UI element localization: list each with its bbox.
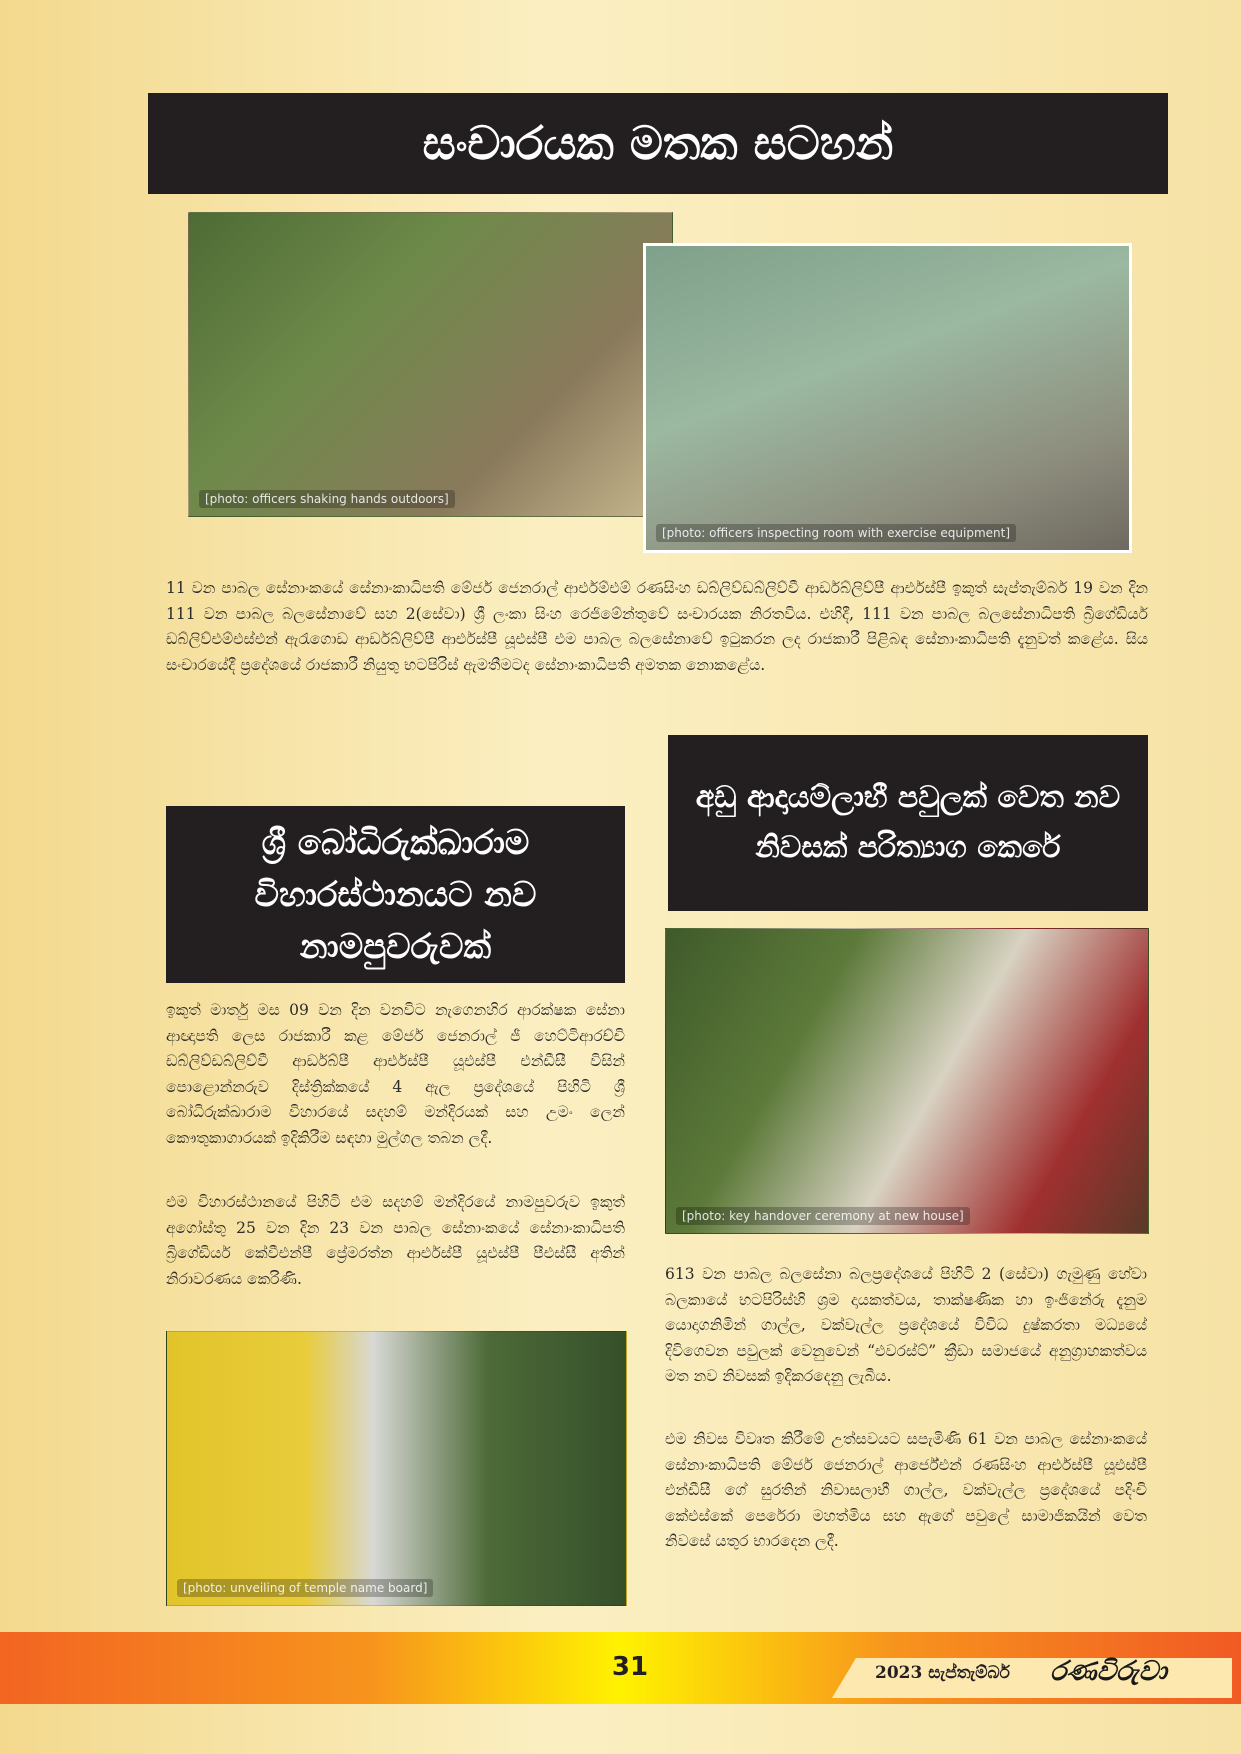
photo-gym-visit (643, 243, 1132, 553)
photo-gym-visit-label: [photo: officers inspecting room with exercise equipment] (656, 524, 1016, 542)
issue-date: 2023 සැප්තැම්බර් (875, 1663, 1010, 1683)
temple-paragraph-1: ඉකුත් මාර්තු මස 09 වන දින වනවිට නැගෙනහිර ආරක්ෂක සේනා ආඥාපති ලෙස රාජකාරී කළ මේජර් ජෙනරාල් ජී හෙට්ටිආරච්චි ඩබ්ලිව්ඩබ්ලිව්වී ආර්ඩබ්පී ආර්එස්පී යූඑස්පී එන්ඩීසී විසින් පොළොන්නරුව දිස්ත්‍රික්කයේ 4 ඇල ප්‍රදේශයේ පිහිටි ශ්‍රී බෝධිරුක්ඛාරාම විහාරයේ සදහම් මන්දිරයක් සහ උමං ලෙන් කෞතුකාගාරයක් ඉදිකිරීම සඳහා මුල්ගල තබන ලදී. (166, 1001, 625, 1147)
photo-nameboard-label: [photo: unveiling of temple name board] (177, 1579, 433, 1597)
temple-paragraph-2: එම විහාරස්ථානයේ පිහිටි එම සදහම් මන්දිරයේ නාමපුවරුව ඉකුත් අගෝස්තු 25 වන දින 23 වන පාබල සේනාංකයේ සේනාංකාධිපති බ්‍රිගේඩියර් කේවීඑන්පී ප්‍රේමරත්න ආර්එස්පී යූඑස්පී පීඑස්සී අතින් නිරාවරණය කෙරිණි. (166, 1193, 625, 1288)
photo-house-handover (665, 928, 1149, 1234)
house-paragraph-1: 613 වන පාබල බලසේනා බලප්‍රදේශයේ පිහිටි 2 (සේවා) ගැමුණු හේවා බලකායේ භටපිරිස්හි ශ්‍රම දායකත්වය, තාක්ෂණික හා ඉංජිනේරු දැනුම යොදාගනිමින් ගාල්ල, වක්වැල්ල ප්‍රදේශයේ විවිධ දුෂ්කරතා මධ්‍යයේ දිවිගෙවන පවුලක් වෙනුවෙන් “එවරස්ට්” ක්‍රීඩා සමාජයේ අනුග්‍රාහකත්වය මත නව නිවසක් ඉදිකරදෙනු ලැබීය. (665, 1265, 1147, 1385)
temple-headline: ශ්‍රී බෝධිරුක්ඛාරාම විහාරස්ථානයට නව නාමපුවරුවක් (166, 806, 625, 983)
magazine-logo: රණවිරුවා (1050, 1656, 1167, 1687)
photo-nameboard (166, 1331, 627, 1606)
photo-handshake (188, 212, 673, 517)
house-headline: අඩු ආදායම්ලාභී පවුලක් වෙත නව නිවසක් පරිත්‍යාග කෙරේ (668, 735, 1148, 911)
house-paragraph-2: එම නිවස විවෘත කිරීමේ උත්සවයට සපැමිණි 61 වන පාබල සේනාංකයේ සේනාංකාධිපති මේජර් ජෙනරාල් ආර්ජේඑන් රණසිංහ ආර්එස්පී යූඑස්පී එන්ඩීසී ගේ සුරතින් නිවාසලාභී ගාල්ල, වක්වැල්ල ප්‍රදේශයේ පදිංචි කේඑස්කේ පෙරේරා මහත්මිය සහ ඇගේ පවුලේ සාමාජිකයින් වෙත නිවසේ යතුර භාරදෙන ලදී. (665, 1430, 1147, 1550)
intro-paragraph: 11 වන පාබල සේනාංකයේ සේනාංකාධිපති මේජර් ජෙනරාල් ආර්එම්එම් රණසිංහ ඩබ්ලිව්ඩබ්ලිව්වී ආර්ඩබ්ලිව්පී ආර්එස්පී ඉකුත් සැප්තැම්බර් 19 වන දින 111 වන පාබල බලසේනාවේ සහ 2(සේවා) ශ්‍රී ලංකා සිංහ රෙජිමේන්තුවේ සංචාරයක නිරතවිය. එහිදී, 111 වන පාබල බලසේනාධිපති බ්‍රිගේඩියර් ඩබ්ලිව්එම්එස්එන් ඇරැගොඩ ආර්ඩබ්ලිව්පී ආර්එස්පී යූඑස්පී එම පාබල බලසේනාවේ ඉටුකරන ලද රාජකාරී පිළිබඳ සේනාංකාධිපති දැනුවත් කළේය. සිය සංචාරයේදී ප්‍රදේශයේ රාජකාරී නියුතු භටපිරිස් ඇමතීමටද සේනාංකාධිපති අමතක නොකළේය. (166, 579, 1148, 674)
main-headline: සංචාරයක මතක සටහන් (148, 93, 1168, 194)
photo-handshake-label: [photo: officers shaking hands outdoors] (199, 490, 455, 508)
page-number: 31 (611, 1652, 649, 1682)
photo-house-handover-label: [photo: key handover ceremony at new house] (676, 1207, 970, 1225)
